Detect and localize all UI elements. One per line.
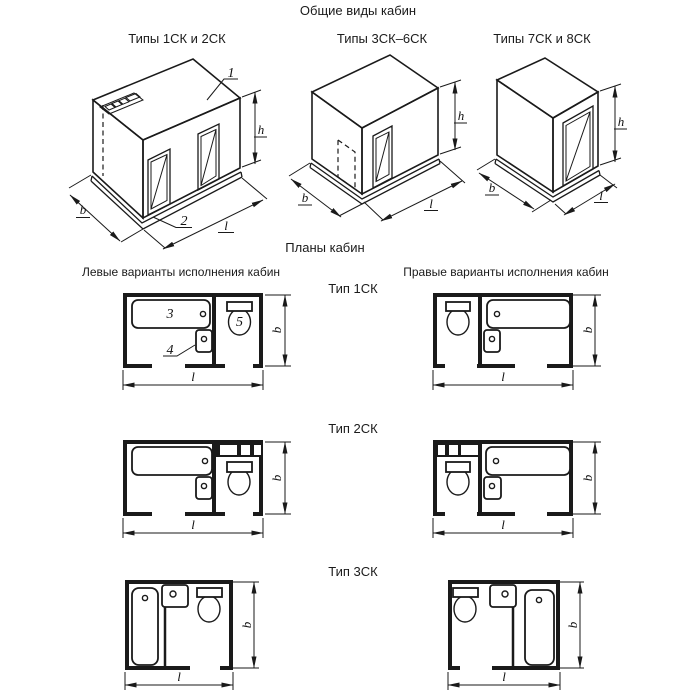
plan-row3-label: Тип 3СК (328, 564, 378, 579)
sheet-title: Общие виды кабин (299, 3, 417, 18)
dim-b-label: b (580, 326, 595, 334)
dimension-h (440, 80, 467, 154)
dim-l-label: l (224, 218, 228, 233)
drain-hole (202, 458, 207, 463)
left-face (497, 80, 553, 192)
cistern (446, 302, 470, 311)
callout-3-text: 3 (166, 307, 174, 322)
plan-1sk-right (420, 292, 605, 397)
cistern (446, 462, 470, 472)
roof-face (312, 55, 438, 128)
general-view-7sk-8sk (475, 48, 650, 233)
drain-hole (142, 595, 147, 600)
dimension-l (123, 517, 263, 538)
dimension-l (433, 517, 573, 538)
dim-b-label: b (565, 621, 580, 629)
dim-l-label: l (501, 369, 505, 384)
roof-face (93, 59, 240, 140)
plan-2sk-right (420, 437, 605, 542)
dim-h-label: h (457, 108, 465, 123)
callout-5-text: 5 (236, 315, 243, 330)
dim-h-label: h (257, 122, 265, 137)
washbasin (484, 330, 500, 352)
dimension-l (144, 178, 267, 249)
callout-4-washbasin (163, 343, 195, 358)
right-column-header: Правые варианты исполнения кабин (403, 265, 609, 279)
bathtub (487, 300, 570, 328)
toilet (227, 302, 252, 335)
general-view-1sk-2sk (60, 48, 275, 238)
dim-b-label: b (269, 326, 284, 334)
dimension-h (600, 84, 627, 165)
callout-2-base (153, 214, 192, 229)
washbasin (196, 477, 212, 499)
dim-b-label: b (488, 180, 496, 195)
drain-hole (493, 458, 498, 463)
dim-l-label: l (502, 669, 506, 684)
cabin-body (310, 55, 440, 204)
bathtub (132, 447, 212, 475)
washbasin (162, 585, 188, 607)
bathtub (525, 590, 554, 665)
plan-3sk-left (115, 577, 265, 697)
view3-caption: Типы 7СК и 8СК (493, 31, 591, 46)
toilet (446, 462, 470, 495)
dimension-l (125, 669, 233, 690)
plan-row1-label: Тип 1СК (328, 281, 378, 296)
dimension-b (265, 442, 291, 514)
door-front (373, 126, 392, 188)
left-face (312, 92, 362, 194)
cistern (197, 588, 222, 597)
view1-caption: Типы 1СК и 2СК (128, 31, 226, 46)
general-view-3sk-6sk (285, 48, 470, 233)
dim-l-label: l (429, 196, 433, 211)
plans-section-title: Планы кабин (285, 240, 365, 255)
washbasin (196, 330, 212, 352)
dim-b-label: b (79, 202, 87, 217)
door-right (198, 124, 219, 190)
base-plinth (495, 159, 600, 202)
dimension-b (573, 442, 601, 514)
door-left (148, 149, 170, 215)
dimension-l (433, 369, 573, 390)
dimension-b (573, 295, 601, 366)
front-face (143, 98, 240, 218)
toilet (453, 588, 478, 622)
base-plinth (310, 159, 440, 204)
cistern (227, 302, 252, 311)
callout-1-text: 1 (227, 66, 235, 81)
plan-3sk-right (435, 577, 585, 697)
dim-l-label: l (191, 517, 195, 532)
roof-face (497, 58, 598, 118)
dim-l-label: l (177, 669, 181, 684)
dim-l-label: l (599, 188, 603, 203)
toilet (227, 462, 252, 495)
washbasin (484, 477, 501, 499)
plan-2sk-left (115, 437, 300, 542)
washbasin (490, 585, 516, 607)
dimension-b (233, 582, 259, 668)
bathtub (132, 300, 210, 328)
vent-block (433, 440, 482, 457)
bathtub (132, 588, 158, 665)
dimension-b (265, 295, 291, 366)
door-front (563, 106, 593, 186)
dimension-h (242, 90, 267, 167)
cistern (453, 588, 478, 597)
callout-4-text: 4 (166, 343, 174, 358)
vent-block (212, 440, 263, 457)
cistern (227, 462, 252, 472)
dimension-b (289, 163, 362, 217)
callout-2-text: 2 (180, 214, 188, 229)
dim-b-label: b (580, 474, 595, 482)
dimension-l (123, 369, 263, 390)
dim-h-label: h (617, 114, 625, 129)
drain-hole (200, 311, 205, 316)
plan-row2-label: Тип 2СК (328, 421, 378, 436)
dim-l-label: l (191, 369, 195, 384)
dim-b-label: b (301, 190, 309, 205)
dim-b-label: b (269, 474, 284, 482)
dim-b-label: b (239, 621, 254, 629)
toilet (197, 588, 222, 622)
hidden-door-outline (338, 140, 355, 189)
left-column-header: Левые варианты исполнения кабин (81, 265, 281, 279)
bathtub (486, 447, 570, 475)
view2-caption: Типы 3СК–6СК (336, 31, 428, 46)
drain-hole (494, 311, 499, 316)
drain-hole (536, 597, 541, 602)
dimension-l (448, 669, 560, 690)
plan-1sk-left (115, 292, 300, 397)
toilet (446, 302, 470, 335)
dim-l-label: l (501, 517, 505, 532)
dimension-b (560, 582, 584, 668)
